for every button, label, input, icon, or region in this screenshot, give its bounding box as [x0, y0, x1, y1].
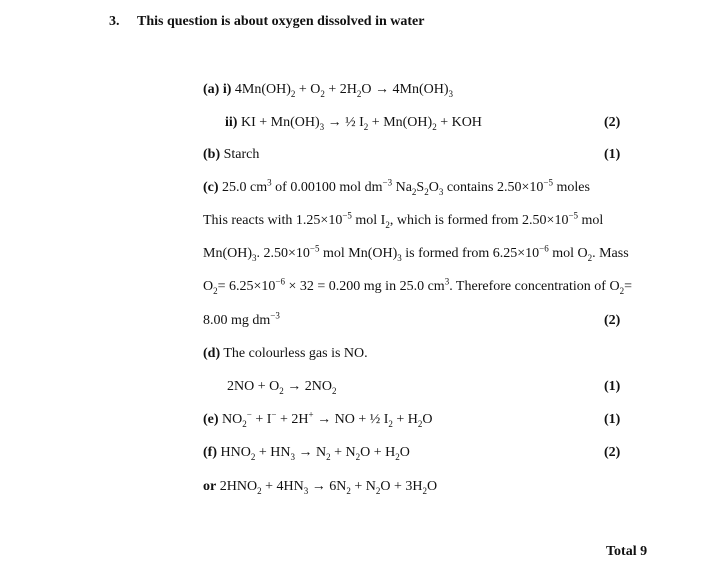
eq-d: $2NO + O_2 \to 2NO_2$: [227, 379, 337, 396]
part-e-line: [203, 409, 433, 429]
part-b-text: Starch: [223, 147, 260, 162]
part-a-line-ii: [225, 115, 482, 131]
part-a-ii-label: ii): [225, 115, 238, 130]
part-b-label: (b): [203, 147, 221, 162]
part-b-line: [203, 147, 259, 163]
part-e-label: (e): [203, 412, 219, 427]
part-d-text: The colourless gas is NO.: [223, 346, 368, 361]
total-marks: Total 9: [606, 544, 648, 559]
or-label: or: [203, 479, 217, 494]
part-c-line-2: This reacts with $1.25\times 10^{-5}$ mol $I_2$, which is formed from $2.50\times 10^{-5}$ mol: [203, 210, 604, 230]
part-c-line-5: 8.00 mg $dm^{-3}$: [203, 310, 280, 328]
eq-a-i: $4Mn(OH)_2 + O_2 + 2H_2O \to 4Mn(OH)_3$: [234, 82, 454, 99]
part-f-or-line: [203, 479, 437, 495]
mark-a: (2): [604, 115, 621, 130]
eq-f-or: $2HNO_2 + 4HN_3 \to 6N_2 + N_2O + 3H_2O$: [219, 479, 438, 496]
part-a-label: (a): [203, 82, 220, 97]
part-a-line-i: [203, 82, 453, 98]
eq-a-ii: KI + $Mn(OH)_3$ → ½ $I_2 + Mn(OH)_2$ + KOH: [240, 115, 482, 132]
question-title: This question is about oxygen dissolved in water: [137, 14, 425, 29]
part-a-i-label: i): [222, 82, 232, 97]
mark-e: (1): [604, 412, 621, 427]
part-c-line-3: $Mn(OH)_3$. $2.50\times 10^{-5}$ mol $Mn(OH)_3$ is formed from $6.25\times 10^{-6}$ mol $O_2$. Mass: [203, 243, 629, 263]
part-c-line-1: (c) 25.0 $cm^3$ of 0.00100 mol $dm^{-3}$ $Na_2S_2O_3$ contains $2.50\times 10^{-5}$ moles: [203, 177, 590, 197]
part-c-line-4: $O_2= 6.25\times 10^{-6} \times 32 = 0.200$ mg in 25.0 $cm^3$. Therefore concentration of $O_2=$: [203, 276, 632, 296]
part-d-line: [203, 346, 368, 362]
question-number: 3.: [109, 14, 120, 29]
part-d-label: (d): [203, 346, 221, 361]
mark-c: (2): [604, 313, 621, 328]
part-f-label: (f): [203, 445, 217, 460]
eq-f: $HNO_2 + HN_3 \to N_2 + N_2O + H_2O$: [220, 445, 410, 462]
eq-e: $NO_2^- + I^- + 2H^+$ → NO + ½ $I_2 + H_2O$: [222, 409, 433, 429]
part-c-label: (c): [203, 180, 219, 195]
mark-d: (1): [604, 379, 621, 394]
mark-b: (1): [604, 147, 621, 162]
part-f-line: [203, 445, 410, 461]
mark-f: (2): [604, 445, 621, 460]
